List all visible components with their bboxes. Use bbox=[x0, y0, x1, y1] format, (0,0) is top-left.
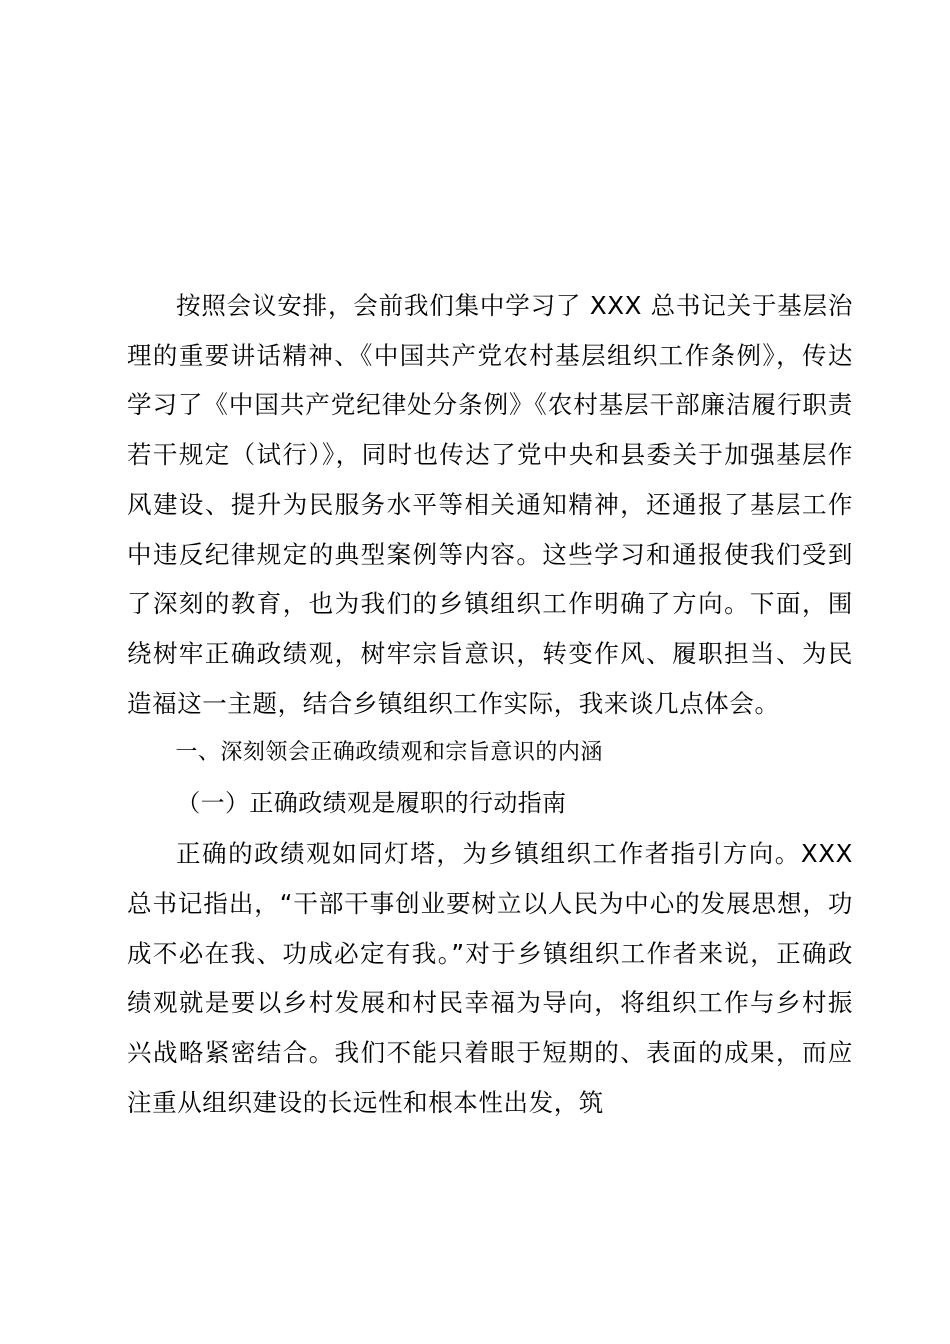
intro-paragraph: 按照会议安排，会前我们集中学习了 XXX 总书记关于基层治理的重要讲话精神、《中国共产党农村基层组织工作条例》，传达学习了《中国共产党纪律处分条例》《农村基层干部廉洁履行职责若干规定（试行）》，同时也传达了党中央和县委关于加强基层作风建设、提升为民服务水平等相关通知精神，还通报了基层工作中违反纪律规定的典型案例等内容。这些学习和通报使我们受到了深刻的教育，也为我们的乡镇组织工作明确了方向。下面，围绕树牢正确政绩观，树牢宗旨意识，转变作风、履职担当、为民造福这一主题，结合乡镇组织工作实际，我来谈几点体会。 bbox=[127, 291, 853, 718]
body-paragraph: 正确的政绩观如同灯塔，为乡镇组织工作者指引方向。XXX 总书记指出，“干部干事创业要树立以人民为中心的发展思想，功成不必在我、功成必定有我。”对于乡镇组织工作者来说，正确政绩观就是要以乡村发展和村民幸福为导向，将组织工作与乡村振兴战略紧密结合。我们不能只着眼于短期的、表面的成果，而应注重从组织建设的长远性和根本性出发，筑 bbox=[127, 839, 853, 1117]
document-body bbox=[127, 281, 853, 1128]
subsection-heading: （一）正确政绩观是履职的行动指南 bbox=[176, 789, 567, 818]
section-heading: 一、深刻领会正确政绩观和宗旨意识的内涵 bbox=[175, 740, 603, 766]
